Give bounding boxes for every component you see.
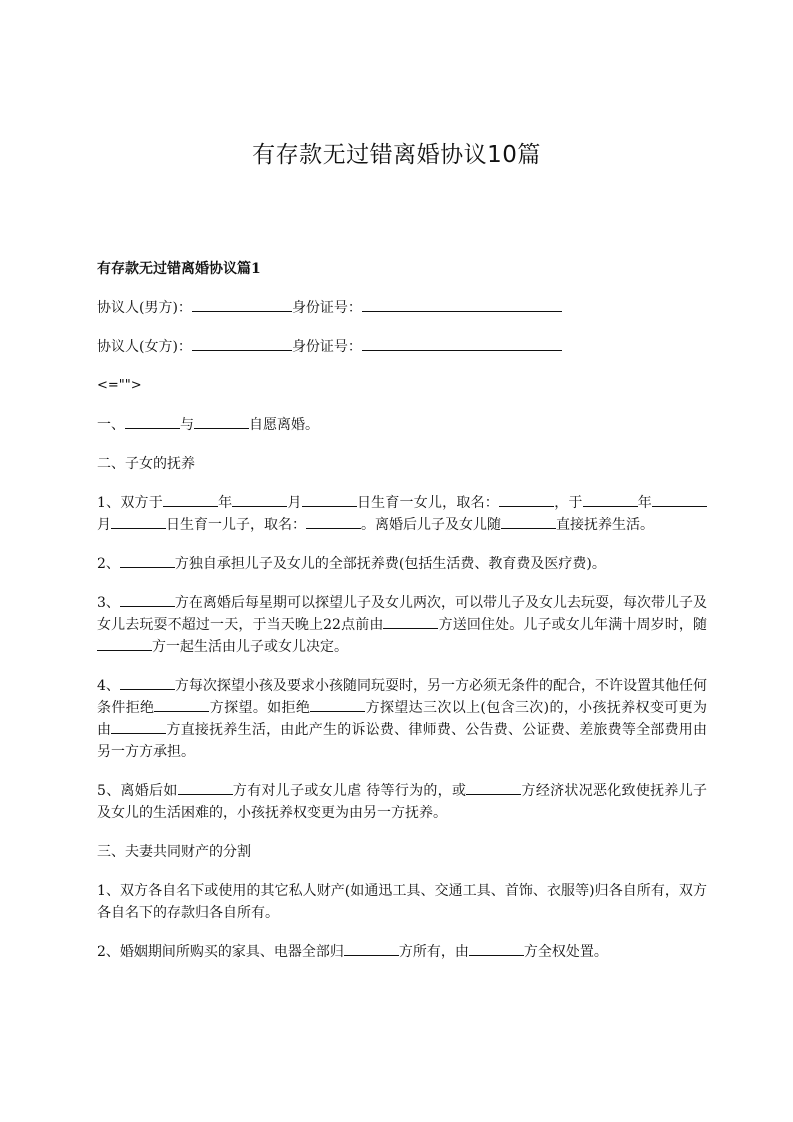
blank (154, 697, 209, 712)
document-title: 有存款无过错离婚协议10篇 (252, 142, 541, 168)
clause-text: 直接抚养生活。 (556, 517, 654, 533)
clause-text: 方有对儿子或女儿虐 待等行为的，或 (232, 783, 467, 799)
property-clause-2 (97, 941, 707, 963)
clause-1 (97, 414, 707, 436)
blank (120, 592, 175, 607)
clause-text: 一、 (97, 417, 125, 433)
male-party-line (97, 297, 707, 319)
clause-text: 月 (97, 517, 111, 533)
child-clause-2 (97, 553, 707, 575)
blank (97, 636, 152, 651)
male-name-blank (192, 297, 292, 312)
clause-text: 月 (287, 495, 302, 511)
clause-text: 2、 (97, 556, 120, 572)
clause-text: 4、 (97, 678, 120, 694)
female-id-blank (362, 336, 562, 351)
clause-text: 方探望。如拒绝 (209, 700, 311, 716)
blank (111, 719, 166, 734)
id-label: 身份证号： (291, 300, 362, 316)
female-party-line (97, 336, 707, 358)
female-name-blank (192, 336, 292, 351)
blank (583, 492, 638, 507)
heading-child-custody: 二、子女的抚养 (97, 456, 195, 472)
document-body (97, 258, 707, 980)
blank (466, 780, 521, 795)
stray-tag: <=""> (97, 378, 142, 393)
section-heading: 有存款无过错离婚协议篇1 (97, 261, 261, 277)
blank (310, 697, 365, 712)
male-party-label: 协议人(男方)： (97, 300, 192, 316)
blank (194, 414, 249, 429)
clause-text: 。离婚后儿子及女儿随 (361, 517, 501, 533)
child-clause-1 (97, 492, 707, 536)
clause-text: 方全权处置。 (523, 944, 608, 960)
blank (306, 514, 361, 529)
blank (163, 492, 218, 507)
clause-text: 5、离婚后如 (97, 783, 178, 799)
blank (469, 941, 524, 956)
clause-text: 自愿离婚。 (249, 417, 319, 433)
clause-text: 方直接抚养生活，由此产生的诉讼费、律师费、公告费、公证费、差旅费等全部费用由另一方方承担。 (97, 722, 708, 760)
clause-text: 日生育一儿子，取名： (166, 517, 306, 533)
clause-text: 方送回住处。儿子或女儿年满十周岁时，随 (438, 617, 707, 633)
blank (111, 514, 166, 529)
clause-text: 年 (637, 495, 652, 511)
blank (125, 414, 180, 429)
clause-text: 2、婚姻期间所购买的家具、电器全部归 (97, 944, 344, 960)
child-clause-4 (97, 675, 707, 763)
clause-text: 方每次探望小孩及要求小孩随同玩耍时，另一方必须无条件的配合，不许设置其他任何条件拒绝 (97, 678, 707, 716)
blank (120, 553, 175, 568)
female-party-label: 协议人(女方)： (97, 339, 192, 355)
clause-text: 年 (217, 495, 233, 511)
clause-text: 方在离婚后每星期可以探望儿子及女儿两次，可以带儿子及女儿去玩耍，每次带儿子及女儿去玩耍不超过一天，于当天晚上22点前由 (97, 595, 707, 633)
blank (302, 492, 357, 507)
clause-text: 日生育一女儿，取名： (356, 495, 499, 511)
blank (652, 492, 707, 507)
blank (120, 675, 175, 690)
clause-text: 方独自承担儿子及女儿的全部抚养费(包括生活费、教育费及医疗费)。 (174, 556, 606, 572)
clause-text: 方一起生活由儿子或女儿决定。 (152, 639, 348, 655)
clause-text: 方所有，由 (398, 944, 469, 960)
blank (178, 780, 233, 795)
blank (499, 492, 554, 507)
blank (383, 614, 438, 629)
clause-text: ，于 (553, 495, 583, 511)
blank (344, 941, 399, 956)
child-clause-5 (97, 780, 707, 824)
child-clause-3 (97, 592, 707, 658)
clause-text: 与 (180, 417, 194, 433)
male-id-blank (362, 297, 562, 312)
clause-text: 1、双方于 (97, 495, 163, 511)
id-label: 身份证号： (291, 339, 362, 355)
property-clause-1: 1、双方各自名下或使用的其它私人财产(如通迅工具、交通工具、首饰、衣服等)归各自所有，双方各自名下的存款归各自所有。 (97, 883, 707, 921)
clause-text: 方探望达三次以上(包含三次)的，小孩抚养权变可更为由 (97, 700, 707, 738)
blank (501, 514, 556, 529)
blank (232, 492, 287, 507)
clause-text: 方经济状况恶化致使抚养儿子及女儿的生活困难的，小孩抚养权变更为由另一方抚养。 (97, 783, 707, 821)
clause-text: 3、 (97, 595, 120, 611)
heading-property-division: 三、夫妻共同财产的分割 (97, 844, 251, 860)
